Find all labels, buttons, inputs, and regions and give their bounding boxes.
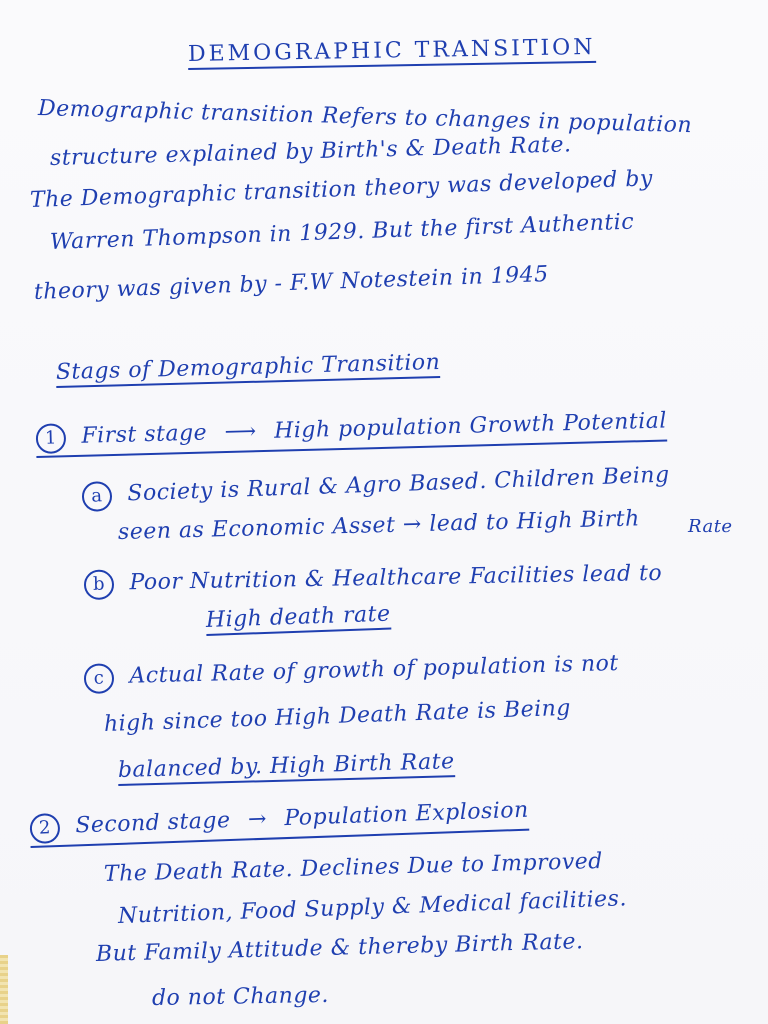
intro-line-4: Warren Thompson in 1929. But the first Authentic (49, 209, 635, 255)
point-c-marker: c (84, 663, 115, 694)
stage-2-point-2: Nutrition, Food Supply & Medical facilities. (117, 886, 628, 929)
intro-line-3: The Demographic transition theory was developed by (29, 166, 654, 213)
point-b-text-1: Poor Nutrition & Healthcare Facilities lead to (129, 560, 663, 596)
intro-line-5: theory was given by - F.W Notestein in 1945 (33, 262, 550, 305)
stage-1-marker: 1 (36, 423, 67, 454)
stage-1-label: First stage (81, 420, 208, 449)
page-edge-mark (0, 955, 8, 1024)
stage-1-point-b-line-1 (84, 560, 663, 600)
intro-line-1: Demographic transition Refers to changes in population (37, 96, 693, 139)
point-b-marker: b (84, 569, 115, 600)
stage-2-label: Second stage (74, 808, 231, 839)
intro-line-2: structure explained by Birth's & Death Rate. (49, 132, 572, 171)
point-c-text-1: Actual Rate of growth of population is not (129, 651, 620, 689)
stage-1-point-a-line-3: Rate (688, 516, 733, 537)
stage-1-point-a-line-1 (81, 461, 670, 512)
stage-1-point-b-line-2: High death rate (206, 604, 391, 636)
stage-2-desc: Population Explosion (283, 797, 530, 832)
stage-1-point-c-line-2: high since too High Death Rate is Being (103, 695, 572, 737)
stage-1-point-a-line-2: seen as Economic Asset → lead to High Birth (117, 506, 641, 545)
stage-2-point-1: The Death Rate. Declines Due to Improved (103, 848, 604, 887)
arrow-icon: ⟶ (224, 419, 258, 446)
stage-1-header (36, 407, 668, 458)
stage-1-desc: High population Growth Potential (273, 408, 668, 444)
point-a-text-1: Society is Rural & Agro Based. Children Being (126, 462, 670, 507)
page-title: DEMOGRAPHIC TRANSITION (188, 37, 596, 70)
stage-2-marker: 2 (29, 813, 60, 844)
stage-1-point-c-line-3: balanced by. High Birth Rate (118, 751, 455, 786)
stage-2-point-4: do not Change. (151, 982, 330, 1011)
point-a-marker: a (81, 481, 112, 512)
stages-heading: Stags of Demographic Transition (56, 352, 441, 388)
arrow-icon: → (247, 806, 268, 833)
stage-1-point-c-line-1 (84, 650, 620, 694)
stage-2-header (29, 797, 529, 848)
stage-2-point-3: But Family Attitude & thereby Birth Rate. (95, 929, 584, 967)
